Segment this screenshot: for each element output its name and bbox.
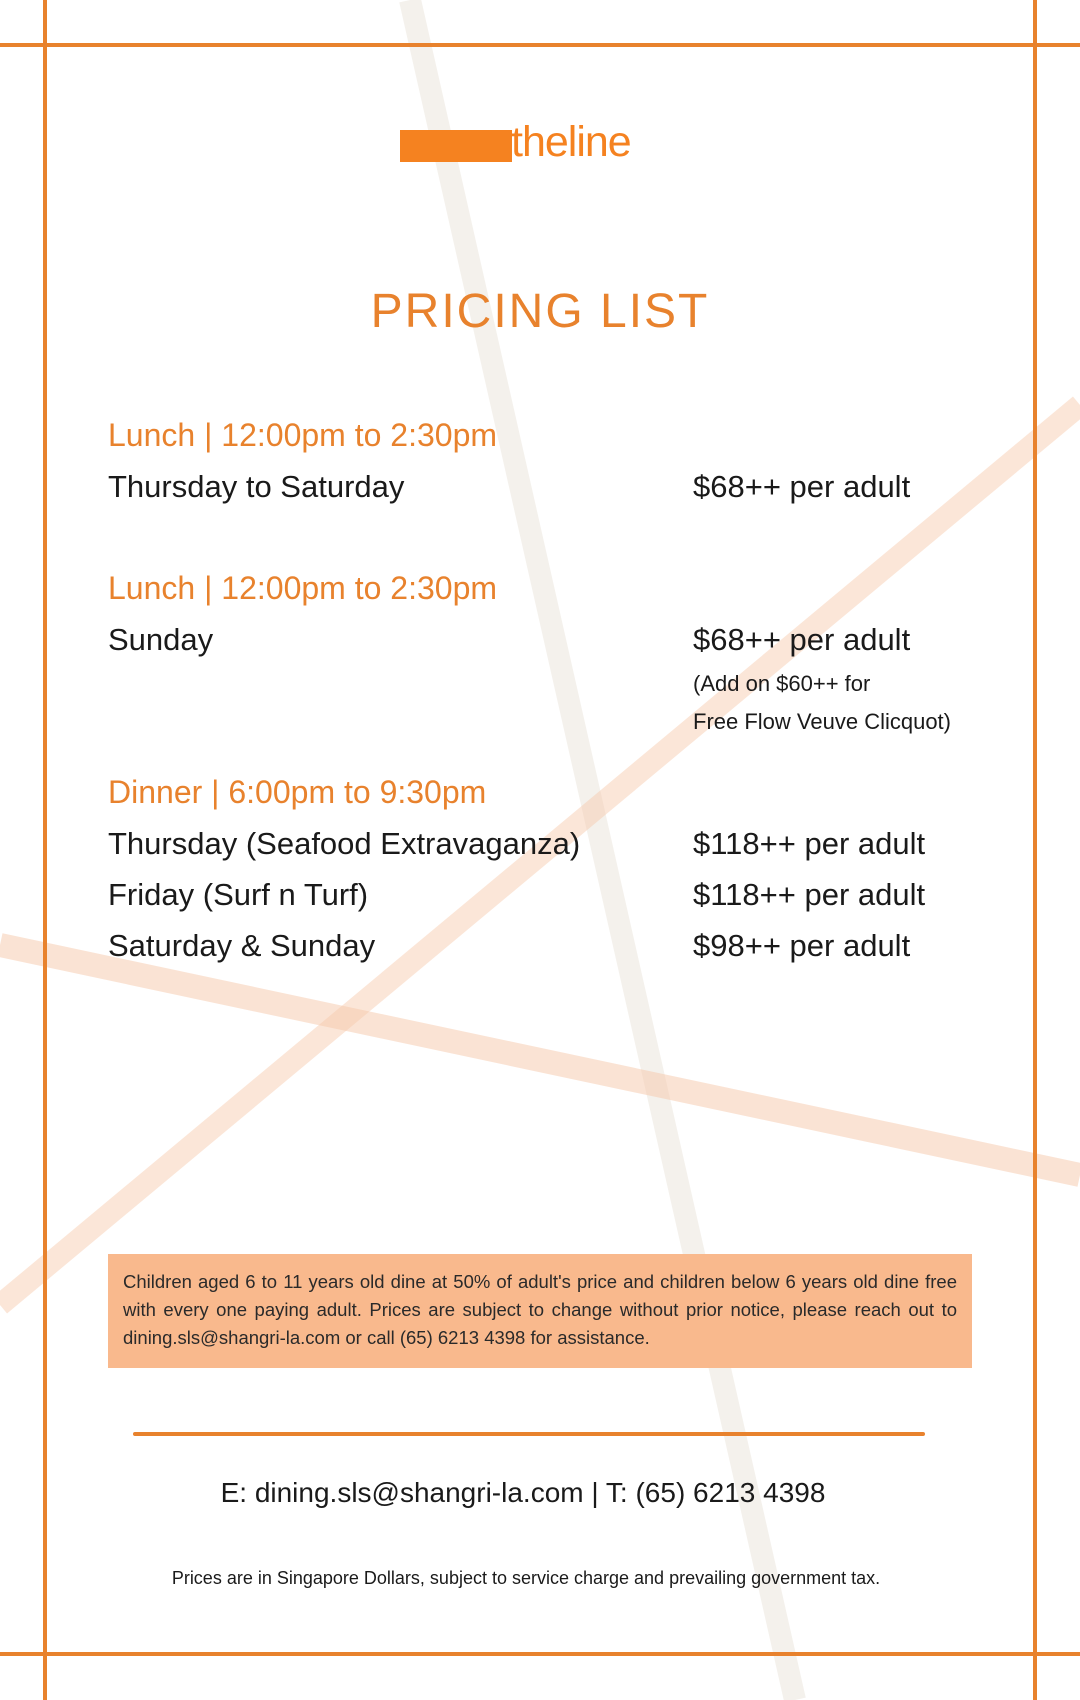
row-label: Friday (Surf n Turf)	[108, 877, 369, 912]
addon-note-line-2: Free Flow Veuve Clicquot)	[693, 709, 951, 734]
divider	[133, 1432, 925, 1436]
frame-line-top	[0, 43, 1080, 47]
logo-bar-mark	[400, 130, 512, 162]
currency-footnote: Prices are in Singapore Dollars, subject to service charge and prevailing government tax.	[171, 1568, 881, 1588]
row-price: $68++ per adult	[693, 622, 911, 657]
row-label: Sunday	[108, 622, 214, 657]
section-heading-lunch-sunday: Lunch | 12:00pm to 2:30pm	[108, 570, 498, 606]
row-price: $118++ per adult	[693, 826, 926, 861]
page-title: PRICING LIST	[370, 285, 710, 338]
row-price: $68++ per adult	[693, 469, 911, 504]
logo-text: theline	[511, 118, 631, 166]
row-label: Thursday (Seafood Extravaganza)	[108, 826, 581, 861]
addon-note-line-1: (Add on $60++ for	[693, 671, 871, 696]
section-heading-dinner: Dinner | 6:00pm to 9:30pm	[108, 774, 487, 810]
contact-info: E: dining.sls@shangri-la.com | T: (65) 6213 4398	[220, 1477, 826, 1508]
frame-line-right	[1033, 0, 1037, 1700]
row-label: Thursday to Saturday	[108, 469, 405, 504]
section-heading-lunch-weekday: Lunch | 12:00pm to 2:30pm	[108, 417, 498, 453]
row-label: Saturday & Sunday	[108, 928, 376, 963]
frame-line-left	[43, 0, 47, 1700]
row-price: $98++ per adult	[693, 928, 911, 963]
deco-line-peach-lower	[0, 945, 1080, 1175]
frame-line-bottom	[0, 1652, 1080, 1656]
row-price: $118++ per adult	[693, 877, 926, 912]
children-pricing-notice: Children aged 6 to 11 years old dine at 50% of adult's price and children below 6 years old dine free with every one paying adult. Prices are subject to change without prior notice, please reach out to dining.sls@shangri-la.com or call (65) 6213 4398 for assistance.	[108, 1254, 972, 1368]
